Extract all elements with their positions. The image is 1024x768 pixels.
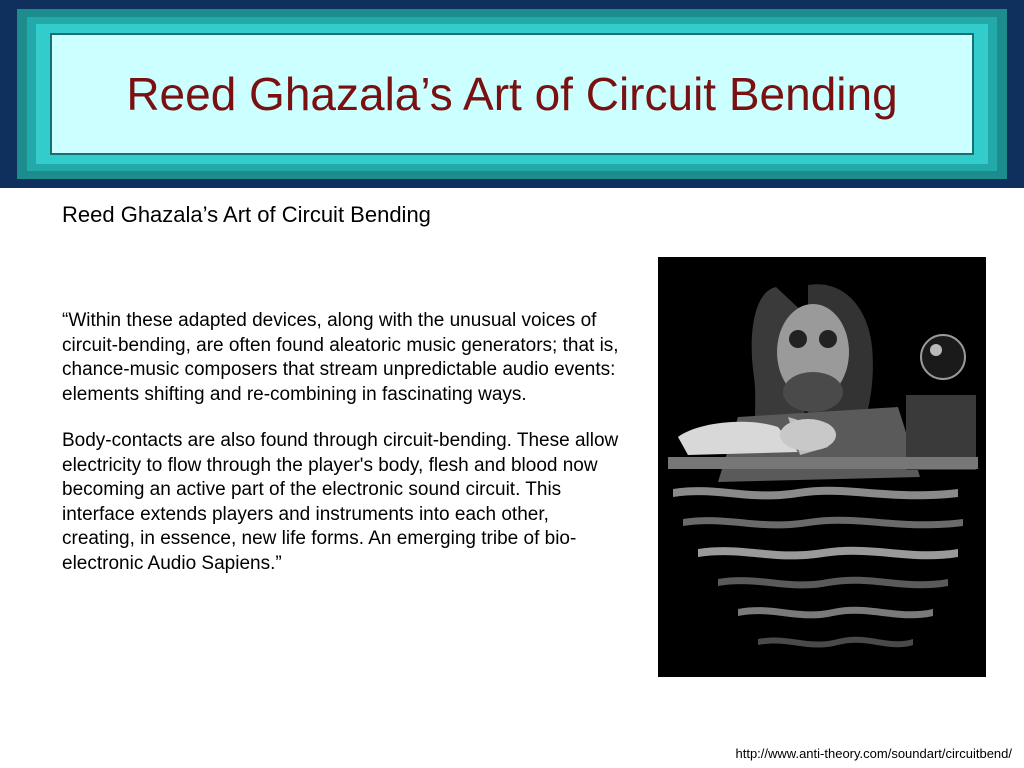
portrait-photo xyxy=(658,257,986,677)
source-url: http://www.anti-theory.com/soundart/circuitbend/ xyxy=(735,746,1012,761)
portrait-illustration xyxy=(658,257,986,677)
quote-paragraph-1: “Within these adapted devices, along with the unusual voices of circuit-bending, are often found aleatoric music generators; that is, chance-music composers that stream unpredictable audio events: elements shifting and re-combining in fascinating ways. xyxy=(62,310,619,405)
title-box xyxy=(50,33,974,155)
quote-paragraph-2: Body-contacts are also found through circuit-bending. These allow electricity to flow through the player's body, flesh and blood now becoming an active part of the electronic sound circuit. This interface extends players and instruments into each other, creating, in essence, new life forms. An emerging tribe of bio-electronic Audio Sapiens.” xyxy=(62,430,619,574)
slide-subtitle: Reed Ghazala’s Art of Circuit Bending xyxy=(62,202,431,227)
slide-title: Reed Ghazala’s Art of Circuit Bending xyxy=(126,68,898,120)
quote-body xyxy=(62,309,622,598)
